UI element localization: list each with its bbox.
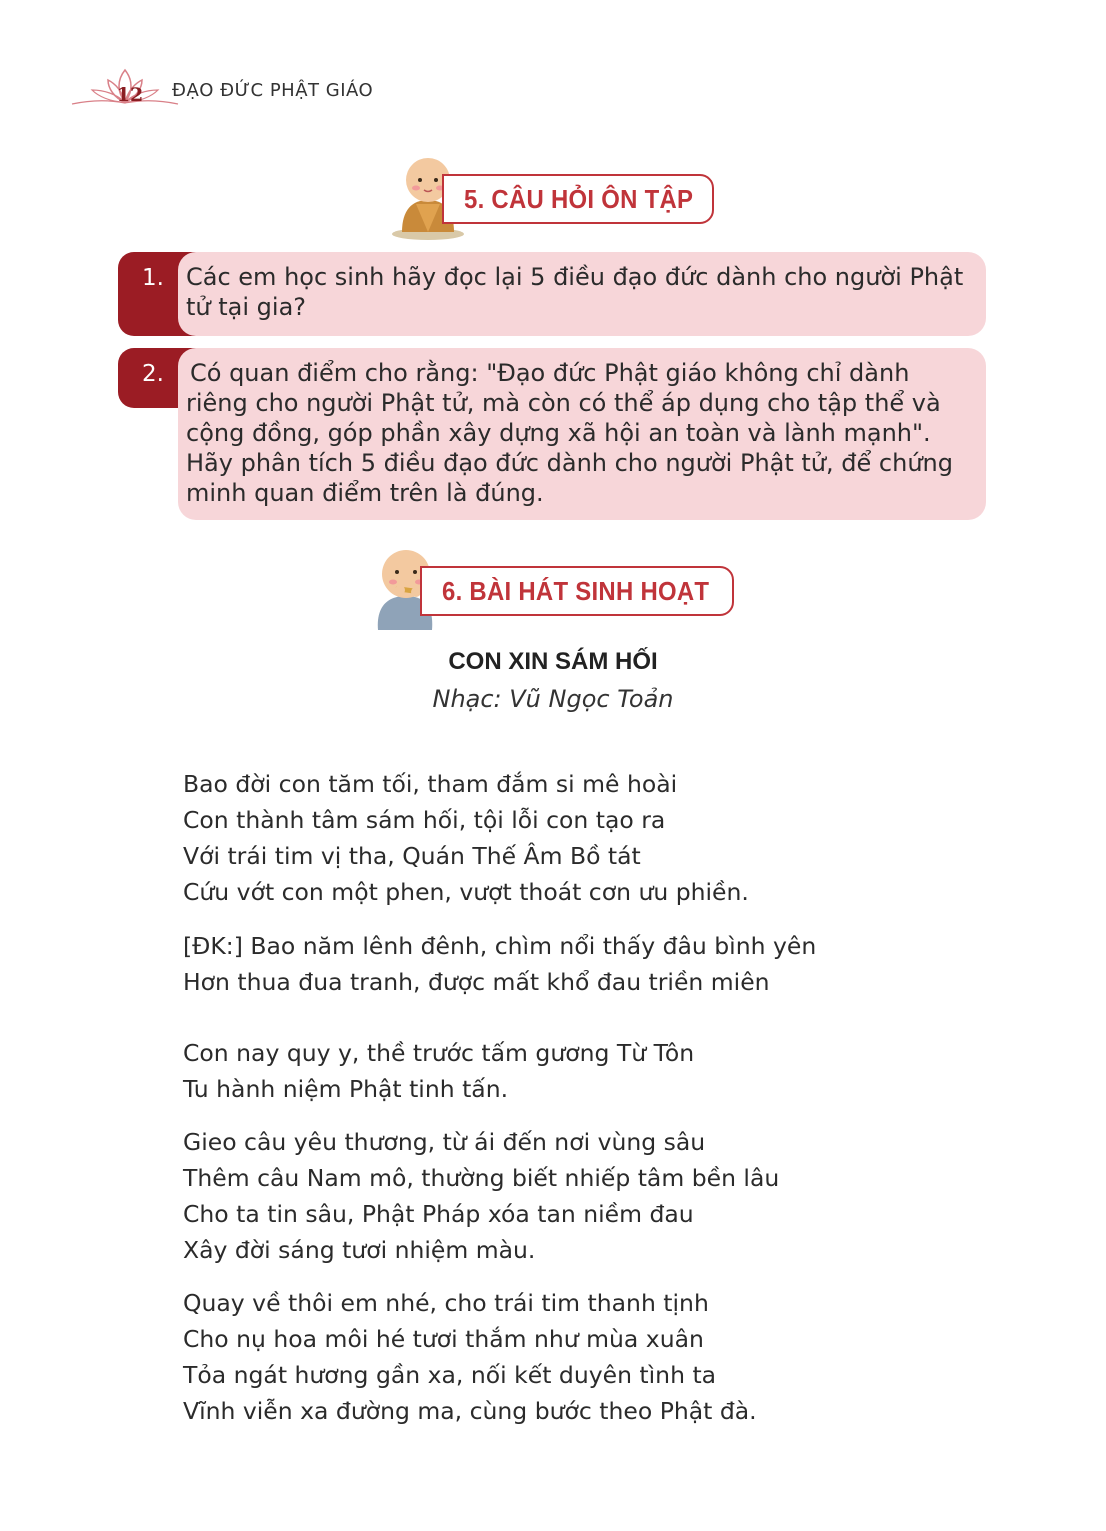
lyric-line: Tỏa ngát hương gần xa, nối kết duyên tình ta	[183, 1361, 717, 1389]
section-5-title: 5. CÂU HỎI ÔN TẬP	[464, 183, 694, 214]
book-title: ĐẠO ĐỨC PHẬT GIÁO	[172, 80, 374, 101]
page-number: 12	[116, 84, 144, 106]
lyric-line: Bao đời con tăm tối, tham đắm si mê hoài	[183, 770, 678, 798]
stanza-1	[183, 766, 943, 910]
lyric-line: Con thành tâm sám hối, tội lỗi con tạo ra	[183, 806, 666, 834]
lyric-line: Con nay quy y, thề trước tấm gương Từ Tôn	[183, 1039, 695, 1067]
section-6-heading	[366, 544, 738, 624]
lyric-line: Tu hành niệm Phật tinh tấn.	[183, 1075, 509, 1103]
section-6-heading-box	[420, 566, 734, 616]
page-header	[70, 62, 590, 112]
lyric-line: Vĩnh viễn xa đường ma, cùng bước theo Phật đà.	[183, 1397, 757, 1425]
question-line: Có quan điểm cho rằng: "Đạo đức Phật giáo không chỉ dành	[190, 359, 910, 387]
question-line: minh quan điểm trên là đúng.	[186, 479, 544, 507]
lyric-line: Hơn thua đua tranh, được mất khổ đau triền miên	[183, 968, 770, 996]
section-6-title: 6. BÀI HÁT SINH HOẠT	[442, 575, 710, 606]
section-5-heading-box	[442, 174, 714, 224]
song-title: CON XIN SÁM HỐI	[448, 648, 658, 675]
lyric-line: [ĐK:] Bao năm lênh đênh, chìm nổi thấy đâu bình yên	[183, 932, 817, 960]
question-text	[178, 348, 986, 520]
question-line: cộng đồng, góp phần xây dựng xã hội an toàn và lành mạnh".	[186, 419, 931, 447]
lyric-line: Xây đời sáng tươi nhiệm màu.	[183, 1236, 536, 1264]
lyric-line: Gieo câu yêu thương, từ ái đến nơi vùng sâu	[183, 1128, 706, 1156]
question-line: tử tại gia?	[186, 293, 307, 321]
question-text	[178, 252, 986, 336]
lyric-line: Quay về thôi em nhé, cho trái tim thanh tịnh	[183, 1289, 709, 1317]
lyric-line: Cứu vớt con một phen, vượt thoát cơn ưu phiền.	[183, 878, 749, 906]
lyric-line: Thêm câu Nam mô, thường biết nhiếp tâm bền lâu	[183, 1164, 780, 1192]
lyric-line: Cho nụ hoa môi hé tươi thắm như mùa xuân	[183, 1325, 704, 1353]
question-1	[118, 252, 986, 336]
question-line: Hãy phân tích 5 điều đạo đức dành cho người Phật tử, để chứng	[186, 449, 953, 477]
question-number: 1.	[118, 252, 238, 336]
song-composer: Nhạc: Vũ Ngọc Toản	[432, 685, 674, 713]
stanza-3	[183, 1035, 943, 1107]
lyric-line: Với trái tim vị tha, Quán Thế Âm Bồ tát	[183, 842, 641, 870]
stanza-5	[183, 1285, 943, 1429]
stanza-chorus	[183, 928, 943, 1000]
question-number: 2.	[118, 348, 238, 408]
question-line: Các em học sinh hãy đọc lại 5 điều đạo đức dành cho người Phật	[186, 263, 964, 291]
question-line: riêng cho người Phật tử, mà còn có thể áp dụng cho tập thể và	[186, 389, 941, 417]
section-5-heading	[388, 152, 718, 232]
stanza-4	[183, 1124, 943, 1268]
question-2	[118, 348, 986, 520]
lyric-line: Cho ta tin sâu, Phật Pháp xóa tan niềm đau	[183, 1200, 694, 1228]
